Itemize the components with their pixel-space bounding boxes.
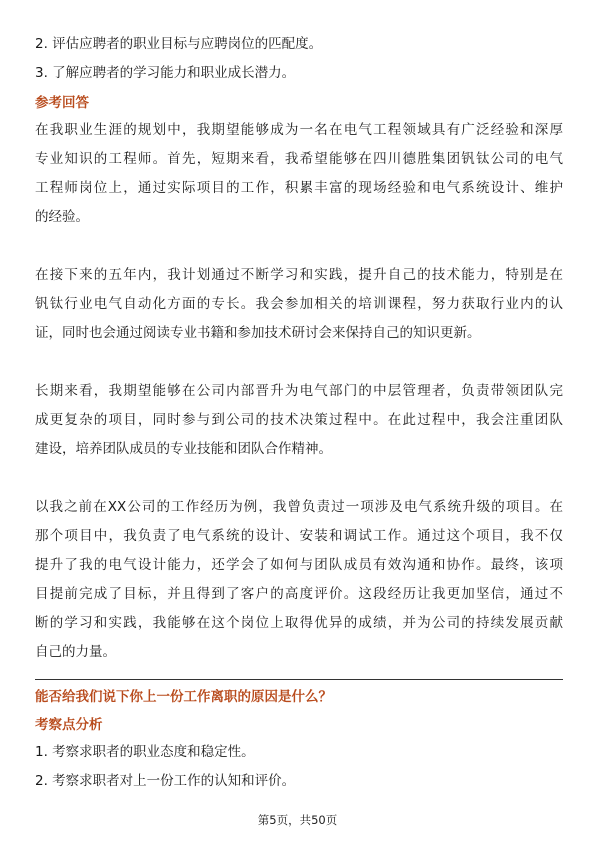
question-heading: 能否给我们说下你上一份工作离职的原因是什么？ — [35, 679, 563, 712]
paragraph-line: 目提前完成了目标，并且得到了客户的高度评价。这段经历让我更加坚信，通过不 — [35, 586, 563, 602]
paragraph-line: 自己的力量。 — [35, 644, 116, 660]
page-content — [35, 30, 563, 796]
paragraph-line: 建设，培养团队成员的专业技能和团队合作精神。 — [35, 441, 332, 457]
answer-paragraph — [35, 116, 563, 232]
list-item: 2. 评估应聘者的职业目标与应聘岗位的匹配度。 — [35, 36, 323, 52]
list-item: 1. 考察求职者的职业态度和稳定性。 — [35, 744, 255, 760]
paragraph-line: 钒钛行业电气自动化方面的专长。我会参加相关的培训课程，努力获取行业内的认 — [35, 296, 563, 312]
paragraph-line: 工程师岗位上，通过实际项目的工作，积累丰富的现场经验和电气系统设计、维护 — [35, 180, 563, 196]
answer-heading: 参考回答 — [35, 95, 89, 111]
paragraph-line: 长期来看，我期望能够在公司内部晋升为电气部门的中层管理者，负责带领团队完 — [35, 383, 563, 399]
answer-paragraph — [35, 261, 563, 348]
list-item: 3. 了解应聘者的学习能力和职业成长潜力。 — [35, 65, 296, 81]
paragraph-line: 以我之前在XX公司的工作经历为例，我曾负责过一项涉及电气系统升级的项目。在 — [35, 499, 563, 515]
paragraph-line: 专业知识的工程师。首先，短期来看，我希望能够在四川德胜集团钒钛公司的电气 — [35, 151, 563, 167]
paragraph-line: 在我职业生涯的规划中，我期望能够成为一名在电气工程领域具有广泛经验和深厚 — [35, 122, 563, 138]
page-number: 第5页，共50页 — [257, 813, 338, 827]
paragraph-line: 证，同时也会通过阅读专业书籍和参加技术研讨会来保持自己的知识更新。 — [35, 325, 481, 341]
answer-paragraph — [35, 377, 563, 464]
list-item: 2. 考察求职者对上一份工作的认知和评价。 — [35, 773, 296, 789]
paragraph-line: 断的学习和实践，我能够在这个岗位上取得优异的成绩，并为公司的持续发展贡献 — [35, 615, 563, 631]
analysis-heading: 考察点分析 — [35, 717, 103, 733]
paragraph-line: 提升了我的电气设计能力，还学会了如何与团队成员有效沟通和协作。最终，该项 — [35, 557, 563, 573]
paragraph-line: 的经验。 — [35, 209, 89, 225]
answer-paragraph — [35, 493, 563, 667]
paragraph-line: 那个项目中，我负责了电气系统的设计、安装和调试工作。通过这个项目，我不仅 — [35, 528, 563, 544]
paragraph-line: 成更复杂的项目，同时参与到公司的技术决策过程中。在此过程中，我会注重团队 — [35, 412, 563, 428]
paragraph-line: 在接下来的五年内，我计划通过不断学习和实践，提升自己的技术能力，特别是在 — [35, 267, 563, 283]
